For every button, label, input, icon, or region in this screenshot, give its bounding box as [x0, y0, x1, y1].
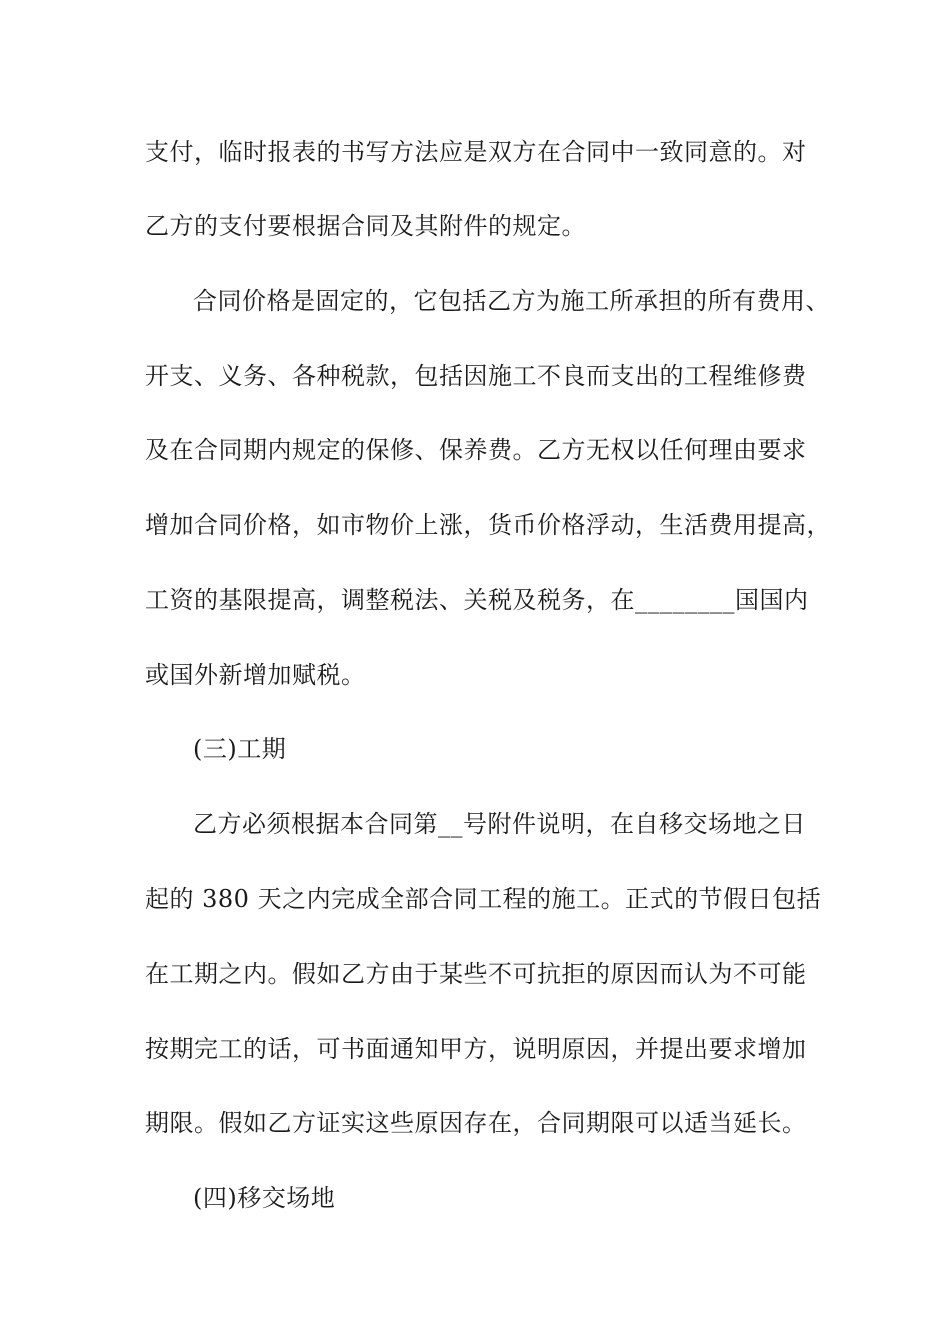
- section-heading-site-handover: (四)移交场地: [193, 1184, 336, 1212]
- paragraph-start-line: 合同价格是固定的，它包括乙方为施工所承担的所有费用、: [193, 287, 830, 315]
- text-line: 增加合同价格，如市物价上涨，货币价格浮动，生活费用提高，: [145, 511, 831, 539]
- text-line: 及在合同期内规定的保修、保养费。乙方无权以任何理由要求: [145, 436, 807, 464]
- text-line: 开支、义务、各种税款，包括因施工不良而支出的工程维修费: [145, 362, 807, 390]
- text-line: 在工期之内。假如乙方由于某些不可抗拒的原因而认为不可能: [145, 960, 807, 988]
- section-heading-duration: (三)工期: [193, 735, 287, 763]
- text-line: 按期完工的话，可书面通知甲方，说明原因，并提出要求增加: [145, 1035, 807, 1063]
- text-line: 支付，临时报表的书写方法应是双方在合同中一致同意的。对: [145, 138, 807, 166]
- text-line: 期限。假如乙方证实这些原因存在，合同期限可以适当延长。: [145, 1109, 807, 1137]
- text-line: 乙方的支付要根据合同及其附件的规定。: [145, 212, 586, 240]
- text-line: 起的 380 天之内完成全部合同工程的施工。正式的节假日包括: [145, 885, 822, 913]
- paragraph-start-line: 乙方必须根据本合同第__号附件说明，在自移交场地之日: [193, 810, 806, 838]
- text-line: 工资的基限提高，调整税法、关税及税务，在________国国内: [145, 586, 809, 614]
- text-line: 或国外新增加赋税。: [145, 661, 366, 689]
